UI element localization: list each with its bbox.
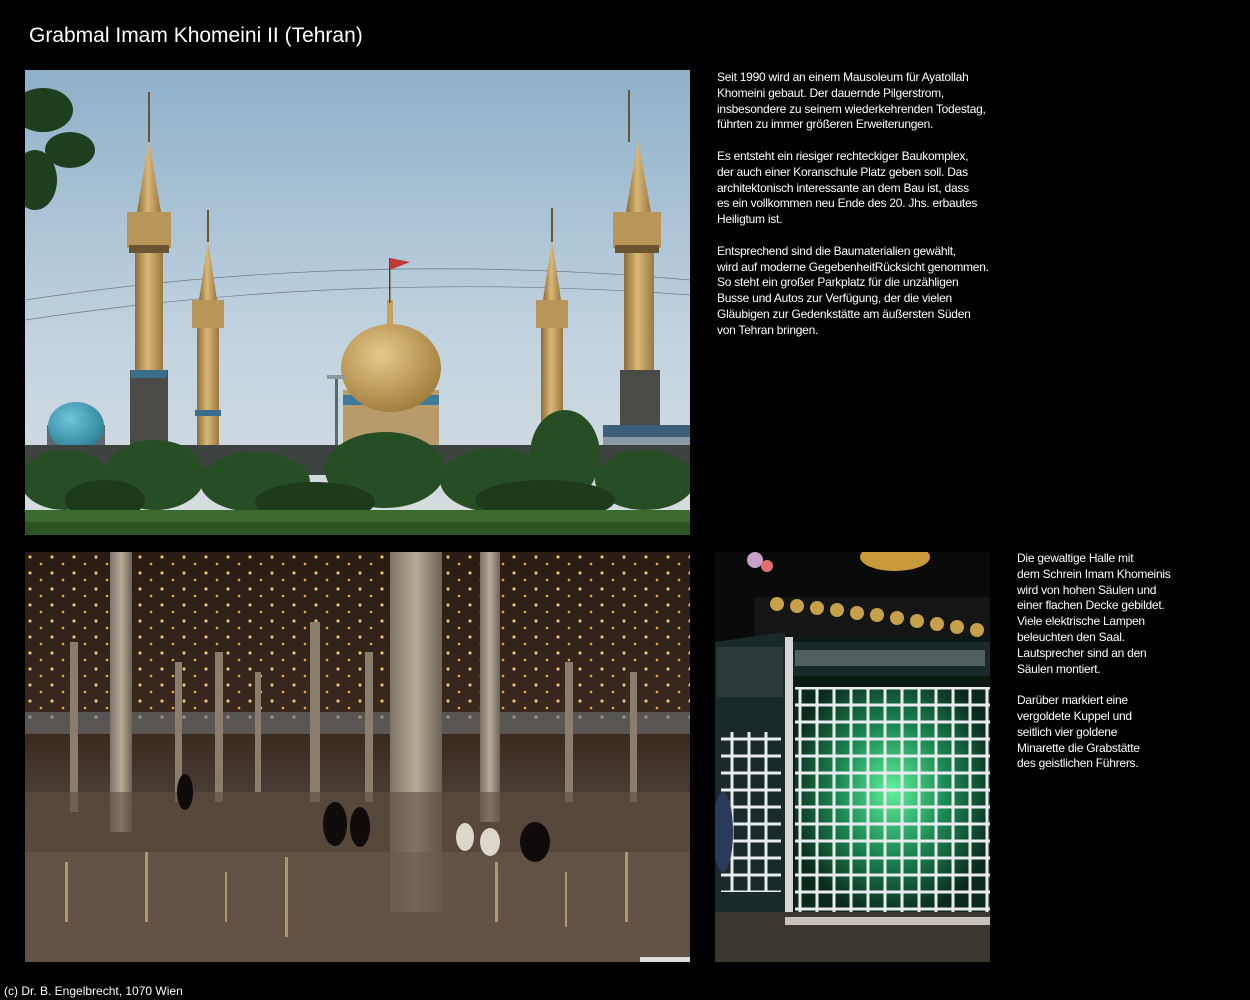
photo-interior-hall [25,552,690,962]
description-top-paragraph-2: Es entsteht ein riesiger rechteckiger Baukomplex, der auch einer Koranschule Platz geben soll. Das architektonisch interessante an dem Bau ist, dass es ein vollkommen neu Ende des 20. Jhs. erbautes Heiligtum ist. [717,148,978,227]
page-title: Grabmal Imam Khomeini II (Tehran) [29,24,363,47]
description-bottom [1017,551,1217,788]
photo-exterior-illustration [25,70,690,535]
description-bottom-paragraph-1: Die gewaltige Halle mit dem Schrein Imam Khomeinis wird von hohen Säulen und einer flachen Decke gebildet. Viele elektrische Lampen beleuchten den Saal. Lautsprecher sind an den Säulen montiert. [1017,551,1171,676]
photo-exterior-mausoleum [25,70,690,535]
photo-shrine [715,552,990,962]
description-top [717,70,1037,354]
photo-interior-illustration [25,552,690,962]
photo-shrine-illustration [715,552,990,962]
copyright-footer: (c) Dr. B. Engelbrecht, 1070 Wien [4,984,183,998]
description-bottom-paragraph-2: Darüber markiert eine vergoldete Kuppel und seitlich vier goldene Minarette die Grabstätte des geistlichen Führers. [1017,693,1140,771]
description-top-paragraph-1: Seit 1990 wird an einem Mausoleum für Ayatollah Khomeini gebaut. Der dauernde Pilgerstrom, insbesondere zu seinem wiederkehrenden Todestag, führten zu immer größeren Erweiterungen. [717,70,986,132]
description-top-paragraph-3: Entsprechend sind die Baumaterialien gewählt, wird auf moderne GegebenheitRücksicht genommen. So steht ein großer Parkplatz für die unzähligen Busse und Autos zur Verfügung, der die vielen Gläubigen zur Gedenkstätte am äußersten Süden von Tehran bringen. [717,243,989,337]
